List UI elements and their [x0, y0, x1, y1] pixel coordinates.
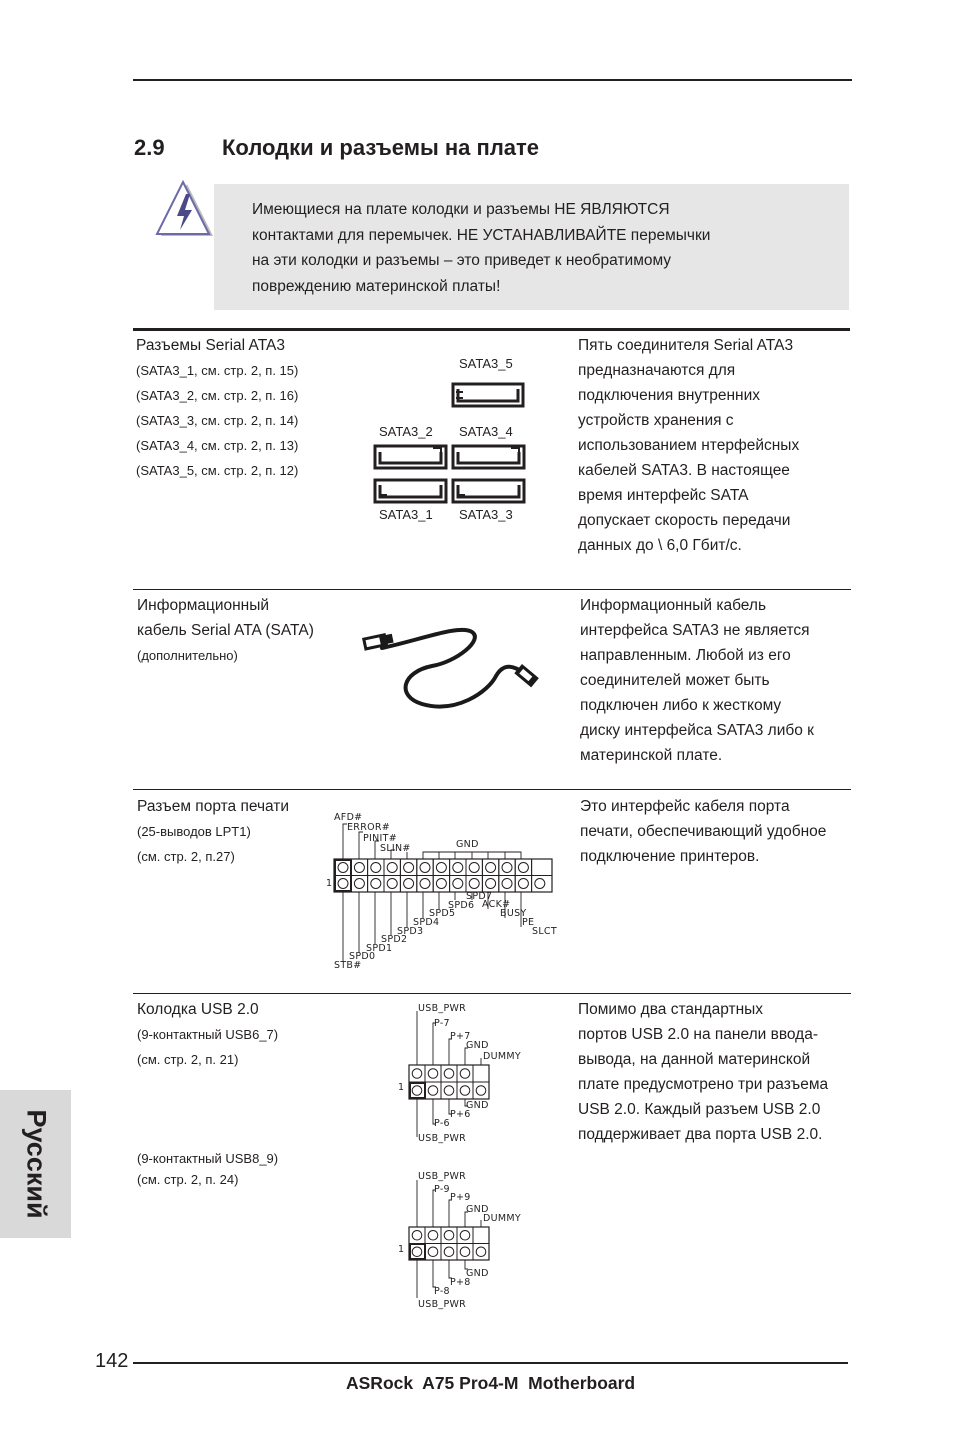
usb1-p-minus-bottom-label: P-6: [434, 1118, 450, 1129]
sata-ref: (SATA3_2, см. стр. 2, п. 16): [136, 388, 299, 403]
sata-title: Разъемы Serial ATA3: [136, 337, 285, 354]
usb6-7-header-diagram: [395, 1003, 535, 1148]
sata-ref: (SATA3_3, см. стр. 2, п. 14): [136, 413, 299, 428]
header-rule: [133, 79, 852, 81]
usb2-pwr-bottom-label: USB_PWR: [418, 1299, 467, 1310]
lpt-afd-label: AFD#: [334, 812, 363, 823]
sata3-3-label: SATA3_3: [459, 507, 513, 522]
lpt-pin: [404, 863, 414, 873]
lpt-spd5-label: SPD5: [429, 908, 456, 919]
cable-description: [580, 593, 814, 768]
usb-pin: [444, 1247, 454, 1257]
usb1-gnd-label: GND: [466, 1040, 489, 1051]
sata-left-column: [136, 333, 298, 483]
cable-desc-line: интерфейса SATA3 не является: [580, 622, 810, 639]
lpt-pin: [453, 879, 463, 889]
sata-desc-line: использованием нтерфейсных: [578, 437, 800, 454]
usb-pin: [428, 1086, 438, 1096]
usb-ref: (9-контактный USB6_7): [137, 1027, 279, 1042]
cable-optional-label: (дополнительно): [137, 648, 238, 663]
cable-desc-line: подключен либо к жесткому: [580, 697, 782, 714]
lpt-slct-label: SLCT: [532, 926, 557, 937]
sata-desc-line: время интерфейс SATA: [578, 487, 749, 504]
usb2-gnd-label: GND: [466, 1204, 489, 1215]
usb-pin: [460, 1069, 470, 1079]
usb1-pwr-top-label: USB_PWR: [418, 1003, 467, 1014]
page-number: 142: [95, 1350, 129, 1372]
lpt-pe-label: PE: [522, 917, 535, 928]
sata3-2-connector: [375, 446, 446, 468]
usb-pin: [476, 1247, 486, 1257]
lpt-pin: [354, 863, 364, 873]
lpt-pin: [535, 879, 545, 889]
usb-pin: [412, 1230, 422, 1240]
lpt-slin-label: SLIN#: [380, 843, 411, 854]
language-side-tab: [0, 1090, 71, 1238]
sata-description: [578, 333, 799, 558]
sata3-4-label: SATA3_4: [459, 424, 513, 439]
warning-line: повреждению материнской платы!: [252, 277, 501, 295]
usb2-pwr-top-label: USB_PWR: [418, 1171, 467, 1182]
usb-left-column: [137, 997, 278, 1072]
lpt-pin: [518, 863, 528, 873]
sata-ref: (SATA3_1, см. стр. 2, п. 15): [136, 363, 299, 378]
usb1-p-minus-label: P-7: [434, 1018, 450, 1029]
lpt-pin: [404, 879, 414, 889]
lpt-spd7-label: SPD7: [466, 891, 493, 902]
section-title: Колодки и разъемы на плате: [222, 135, 540, 160]
lpt-ref: (25-выводов LPT1): [137, 824, 251, 839]
usb-pin: [412, 1247, 422, 1257]
usb1-p-plus-bottom-label: P+6: [450, 1109, 471, 1120]
lpt-pin: [518, 879, 528, 889]
sata3-5-label: SATA3_5: [459, 356, 513, 371]
warning-line: контактами для перемычек. НЕ УСТАНАВЛИВАЙТЕ перемычки: [252, 226, 711, 244]
lpt-pin: [469, 863, 479, 873]
usb-pin: [428, 1230, 438, 1240]
lpt-spd4-label: SPD4: [413, 917, 440, 928]
footer-product-name: ASRock A75 Pro4-M Motherboard: [346, 1373, 636, 1393]
lpt-pin: [436, 863, 446, 873]
sata-cable-image: [360, 620, 545, 715]
warning-line: на эти колодки и разъемы – это приведет к необратимому: [252, 252, 672, 269]
usb2-gnd-bottom-label: GND: [466, 1268, 489, 1279]
sata-ref: (SATA3_5, см. стр. 2, п. 12): [136, 463, 299, 478]
lpt-pin1-label: 1: [326, 878, 333, 889]
lpt-pin: [420, 863, 430, 873]
lpt-gnd-label: GND: [456, 839, 479, 850]
usb-title: Колодка USB 2.0: [137, 1001, 259, 1018]
sata-desc-line: устройств хранения с: [578, 412, 734, 429]
lpt-header-diagram: [325, 810, 560, 975]
usb-desc-line: портов USB 2.0 на панели ввода-: [578, 1026, 818, 1043]
warning-line: Имеющиеся на плате колодки и разъемы НЕ ЯВЛЯЮТСЯ: [252, 201, 670, 218]
usb1-pwr-bottom-label: USB_PWR: [418, 1133, 467, 1144]
cable-title-line: кабель Serial ATA (SATA): [137, 622, 314, 639]
sata3-1-label: SATA3_1: [379, 507, 433, 522]
lpt-left-column: [137, 794, 289, 869]
usb-pin: [460, 1086, 470, 1096]
usb-pin: [428, 1069, 438, 1079]
sata-desc-line: Пять соединителя Serial ATA3: [578, 337, 794, 354]
usb2-p-minus-label: P-9: [434, 1184, 450, 1195]
usb-pin: [460, 1247, 470, 1257]
cable-title-line: Информационный: [137, 597, 270, 614]
lpt-pin: [387, 879, 397, 889]
lpt-pin: [436, 879, 446, 889]
usb1-dummy-label: DUMMY: [483, 1051, 521, 1062]
usb-pin: [444, 1069, 454, 1079]
usb-desc-line: плате предусмотрено три разъема: [578, 1076, 829, 1093]
usb-pin: [412, 1086, 422, 1096]
lpt-busy-label: BUSY: [500, 908, 527, 919]
lpt-pin: [338, 863, 348, 873]
sata-desc-line: допускает скорость передачи: [578, 512, 791, 529]
lpt-stb-label: STB#: [334, 960, 362, 971]
usb2-pin1-label: 1: [398, 1244, 405, 1255]
lpt-pin: [387, 863, 397, 873]
usb8-9-header-diagram: [395, 1170, 535, 1315]
sata3-3-connector: [453, 480, 524, 502]
usb-section-rule: [133, 993, 851, 994]
lpt-pin: [420, 879, 430, 889]
lpt-pinit-label: PINIT#: [363, 833, 398, 844]
sata3-5-connector: [453, 384, 523, 406]
cable-desc-line: Информационный кабель: [580, 597, 767, 614]
sata-ref: (SATA3_4, см. стр. 2, п. 13): [136, 438, 299, 453]
warning-triangle-icon: [153, 180, 215, 240]
lpt-pin: [371, 879, 381, 889]
lpt-pin: [502, 879, 512, 889]
sata3-1-connector: [375, 480, 446, 502]
lpt-pin: [338, 879, 348, 889]
usb-desc-line: USB 2.0. Каждый разъем USB 2.0: [578, 1101, 821, 1118]
usb-ref: (см. стр. 2, п. 21): [137, 1052, 239, 1067]
lpt-pin: [502, 863, 512, 873]
usb-pin: [476, 1086, 486, 1096]
usb-pin: [428, 1247, 438, 1257]
usb2-p-plus-bottom-label: P+8: [450, 1277, 471, 1288]
usb2-p-minus-bottom-label: P-8: [434, 1286, 450, 1297]
lpt-spd1-label: SPD1: [366, 943, 393, 954]
cable-desc-line: материнской плате.: [580, 747, 723, 764]
sata-desc-line: данных до \ 6,0 Гбит/с.: [578, 537, 742, 554]
usb-pin: [444, 1086, 454, 1096]
language-label: Русский: [21, 1109, 51, 1219]
footer-rule: [133, 1362, 848, 1364]
lpt-spd0-label: SPD0: [349, 951, 376, 962]
lpt-spd6-label: SPD6: [448, 900, 475, 911]
lpt-title: Разъем порта печати: [137, 798, 290, 815]
sata-desc-line: кабелей SATA3. В настоящее: [578, 462, 790, 479]
usb1-p-plus-label: P+7: [450, 1031, 471, 1042]
lpt-pin: [469, 879, 479, 889]
usb-pin: [412, 1069, 422, 1079]
cable-desc-line: соединителей может быть: [580, 672, 770, 689]
usb-desc-line: Помимо два стандартных: [578, 1001, 764, 1018]
usb1-gnd-bottom-label: GND: [466, 1100, 489, 1111]
lpt-error-label: ERROR#: [347, 822, 391, 833]
lpt-ack-label: ACK#: [482, 899, 511, 910]
usb-left-column-2: [137, 1148, 278, 1190]
lpt-pin: [354, 879, 364, 889]
lpt-pin: [486, 879, 496, 889]
lpt-pin: [371, 863, 381, 873]
cable-section-rule: [133, 589, 851, 590]
lpt-desc-line: печати, обеспечивающий удобное: [580, 823, 827, 840]
usb2-p-plus-label: P+9: [450, 1192, 471, 1203]
sata3-4-connector: [453, 446, 524, 468]
lpt-description: [580, 794, 826, 869]
cable-desc-line: направленным. Любой из его: [580, 647, 791, 664]
usb2-dummy-label: DUMMY: [483, 1213, 521, 1224]
usb-desc-line: вывода, на данной материнской: [578, 1051, 811, 1068]
lpt-pin: [486, 863, 496, 873]
usb-ref: (см. стр. 2, п. 24): [137, 1172, 239, 1187]
sata-desc-line: подключения внутренних: [578, 387, 761, 404]
section-number: 2.9: [134, 135, 165, 160]
sata-section-rule: [133, 328, 850, 331]
warning-note: [214, 184, 849, 310]
usb-desc-line: поддерживает два порта USB 2.0.: [578, 1126, 823, 1143]
sata-connectors-diagram: [370, 355, 535, 530]
lpt-spd3-label: SPD3: [397, 926, 424, 937]
lpt-desc-line: подключение принтеров.: [580, 848, 760, 865]
lpt-spd2-label: SPD2: [381, 934, 408, 945]
cable-desc-line: диску интерфейса SATA3 либо к: [580, 722, 814, 739]
usb-pin: [444, 1230, 454, 1240]
usb-ref: (9-контактный USB8_9): [137, 1151, 279, 1166]
lpt-section-rule: [133, 789, 851, 790]
usb-description: [578, 997, 828, 1147]
cable-left-column: [137, 593, 314, 668]
lpt-desc-line: Это интерфейс кабеля порта: [580, 798, 790, 815]
usb-pin: [460, 1230, 470, 1240]
sata-desc-line: предназначаются для: [578, 362, 736, 379]
usb1-pin1-label: 1: [398, 1082, 405, 1093]
lpt-pin: [453, 863, 463, 873]
sata3-2-label: SATA3_2: [379, 424, 433, 439]
lpt-ref: (см. стр. 2, п.27): [137, 849, 235, 864]
